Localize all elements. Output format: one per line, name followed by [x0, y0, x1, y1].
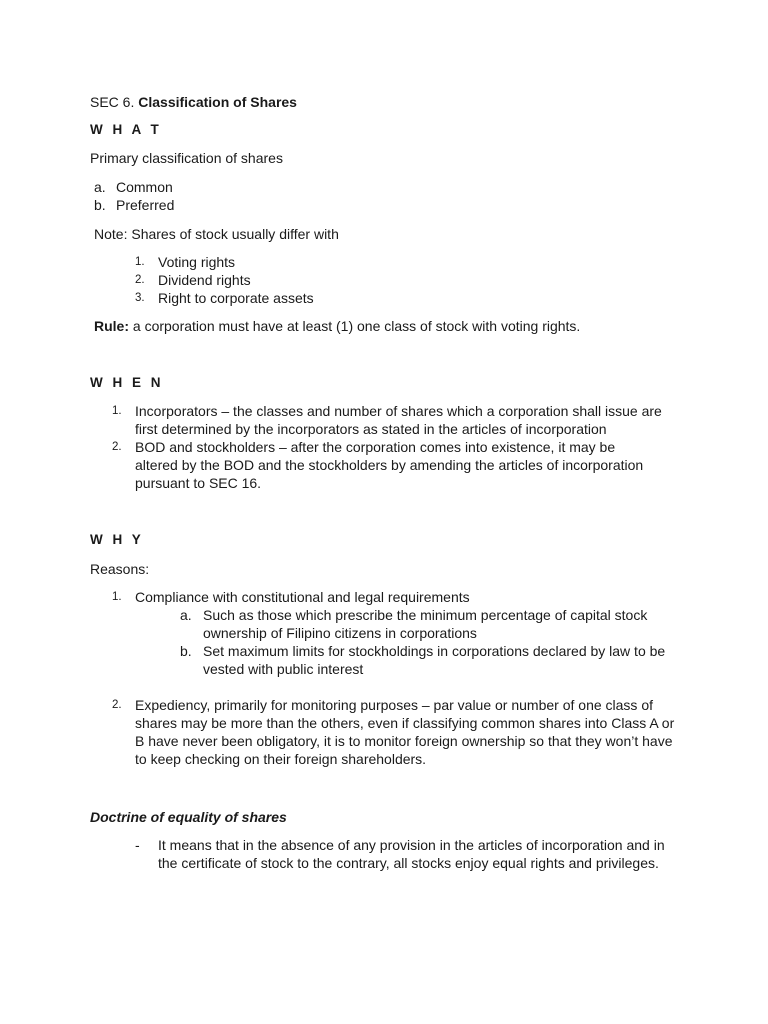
list-item	[94, 178, 174, 196]
when-heading: W H E N	[90, 375, 164, 390]
list-item	[112, 696, 680, 768]
list-text: Expediency, primarily for monitoring purposes – par value or number of one class of shares may be more than the others, even if classifying common shares into Class A or B have never been obligatory, it is to monitor foreign ownership so that they won’t have to keep checking on their foreign shareholders.	[135, 697, 675, 767]
list-text: Dividend rights	[158, 272, 251, 288]
list-text: Preferred	[116, 197, 175, 213]
list-marker: 2.	[112, 441, 122, 453]
list-marker: b.	[94, 197, 106, 213]
when-list	[112, 402, 680, 492]
list-marker: a.	[94, 179, 106, 195]
list-marker: 1.	[112, 591, 122, 603]
list-item	[135, 289, 314, 307]
note-text: Note: Shares of stock usually differ with	[94, 226, 339, 242]
differences-list	[135, 253, 314, 307]
list-marker: 2.	[135, 274, 145, 286]
list-item	[135, 836, 680, 872]
why-intro: Reasons:	[90, 561, 150, 577]
list-text: Such as those which prescribe the minimum percentage of capital stock ownership of Filipino citizens in corporations	[203, 607, 648, 641]
list-item	[112, 588, 680, 606]
list-marker: b.	[180, 643, 192, 659]
list-marker: 1.	[135, 256, 145, 268]
rule-text: a corporation must have at least (1) one class of stock with voting rights.	[129, 318, 581, 334]
list-text: BOD and stockholders – after the corporation comes into existence, it may be altered by the BOD and the stockholders by amending the articles of incorporation pursuant to SEC 16.	[135, 439, 644, 491]
list-text: Incorporators – the classes and number of shares which a corporation shall issue are first determined by the incorporators as stated in the articles of incorporation	[135, 403, 662, 437]
list-item	[135, 271, 314, 289]
list-item	[180, 606, 680, 642]
list-text: Right to corporate assets	[158, 290, 314, 306]
list-text: Common	[116, 179, 173, 195]
bullet-dash: -	[135, 837, 140, 853]
list-item	[112, 402, 680, 438]
list-text: Compliance with constitutional and legal requirements	[135, 589, 470, 605]
why-heading: W H Y	[90, 532, 144, 547]
doctrine-text: It means that in the absence of any provision in the articles of incorporation and in the certificate of stock to the contrary, all stocks enjoy equal rights and privileges.	[158, 837, 665, 871]
list-item	[94, 196, 174, 214]
list-item	[180, 642, 680, 678]
list-marker: 1.	[112, 405, 122, 417]
list-item	[135, 253, 314, 271]
list-marker: 3.	[135, 292, 145, 304]
why-item-2	[112, 696, 680, 768]
section-title	[90, 93, 297, 111]
what-heading: W H A T	[90, 122, 162, 137]
why-sub-list	[180, 606, 680, 678]
list-text: Set maximum limits for stockholdings in corporations declared by law to be vested with public interest	[203, 643, 666, 677]
rule-paragraph	[94, 317, 580, 335]
section-heading: Classification of Shares	[138, 94, 297, 110]
list-item	[112, 438, 680, 492]
section-number: SEC 6.	[90, 94, 139, 110]
what-intro: Primary classification of shares	[90, 150, 283, 166]
doctrine-list	[135, 836, 680, 872]
doctrine-title: Doctrine of equality of shares	[90, 809, 287, 825]
list-marker: 2.	[112, 699, 122, 711]
rule-label: Rule:	[94, 318, 129, 334]
list-marker: a.	[180, 607, 192, 623]
why-item-1	[112, 588, 680, 606]
list-text: Voting rights	[158, 254, 236, 270]
share-classes-list	[94, 178, 174, 214]
